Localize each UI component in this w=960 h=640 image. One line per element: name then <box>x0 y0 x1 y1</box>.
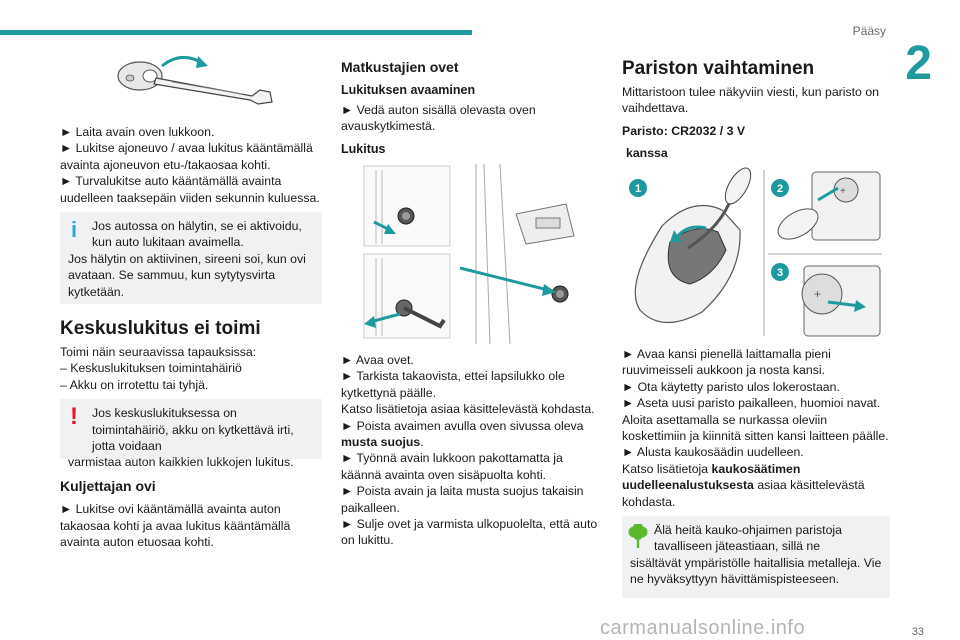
svg-text:+: + <box>814 287 822 301</box>
header-accent-bar <box>0 30 472 35</box>
step-insert-key-turn: ► Työnnä avain lukkoon pakottamatta ja käännä avainta oven sisäpuolta kohti. <box>341 451 563 482</box>
svg-text:+: + <box>840 186 846 197</box>
step-badge-1: 1 <box>634 183 642 195</box>
step-close-doors: ► Sulje ovet ja varmista ulkopuolelta, että auto on lukittu. <box>341 517 598 548</box>
step-reinitialise: ► Alusta kaukosäädin uudelleen. <box>622 445 804 460</box>
column-3-steps <box>622 346 890 598</box>
info-note-lead: Jos autossa on hälytin, se ei aktivoidu, kun auto lukitaan avaimella. <box>92 219 302 250</box>
step-lock-unlock: ► Lukitse ajoneuvo / avaa lukitus kääntämällä avainta ajoneuvon etu-/takaosaa kohti. <box>60 141 313 172</box>
reinit-term: kaukosäätimen uudelleenalustuksesta <box>622 461 801 493</box>
step-remove-battery: ► Ota käytetty paristo ulos lokerostaan. <box>622 379 840 394</box>
info-note-rest: Jos hälytin on aktiivinen, sireeni soi, kun ovi avataan. Se sammuu, kun sytytysvirta kytketään. <box>68 251 306 299</box>
column-2 <box>341 58 603 157</box>
step-see-section: Katso lisätietoja asiaa käsittelevästä kohdasta. <box>341 402 595 417</box>
unlock-title: Lukituksen avaaminen <box>341 83 476 97</box>
step-remove-cover: ► Poista avaimen avulla oven sivussa oleva musta suojus. <box>341 418 584 450</box>
step-insert-battery: ► Aseta uusi paristo paikalleen, huomioi navat. Aloita asettamalla se nurkassa oleviin koskettimiin ja kiinnitä sitten kansi laitteen päälle. <box>622 396 889 444</box>
step-badge-2: 2 <box>776 183 784 195</box>
lock-title: Lukitus <box>341 141 386 156</box>
battery-label: Paristo: CR2032 / 3 V <box>622 123 746 138</box>
key-in-lock-illustration <box>112 52 282 112</box>
environment-note <box>622 516 890 598</box>
column-1 <box>60 124 322 550</box>
info-icon: i <box>70 217 78 243</box>
passenger-doors-title: Matkustajien ovet <box>341 59 459 75</box>
driver-door-title: Kuljettajan ovi <box>60 478 156 495</box>
chapter-number: 2 <box>905 37 932 90</box>
warning-note-lead: Jos keskuslukituksessa on toimintahäiriö, akku on kytkettävä irti, jotta voidaan <box>92 406 294 454</box>
battery-intro: Mittaristoon tulee näkyviin viesti, kun paristo on vaihdettava. <box>622 85 879 116</box>
column-2-steps <box>341 352 603 549</box>
with-label: kanssa <box>626 146 668 161</box>
section-label: Pääsy <box>852 24 886 38</box>
step-insert-key: ► Laita avain oven lukkoon. <box>60 125 215 139</box>
info-note <box>60 212 322 304</box>
step-refit-cover: ► Poista avain ja laita musta suojus takaisin paikalleen. <box>341 484 584 515</box>
step-badge-3: 3 <box>776 267 784 279</box>
battery-change-title: Pariston vaihtaminen <box>622 58 815 79</box>
warning-note <box>60 399 322 470</box>
environment-icon <box>628 524 648 550</box>
case-battery: – Akku on irrotettu tai tyhjä. <box>60 377 209 392</box>
watermark: carmanualsonline.info <box>600 617 806 639</box>
step-open-cover: ► Avaa kansi pienellä laittamalla pieni ruuvimeisseli aukkoon ja nosta kansi. <box>622 347 831 378</box>
warning-icon: ! <box>70 403 78 431</box>
section-title-central-locking: Keskuslukitus ei toimi <box>60 318 261 340</box>
unlock-text: ► Vedä auton sisällä olevasta oven avauskytkimestä. <box>341 103 536 134</box>
driver-door-text: ► Lukitse ovi kääntämällä avainta auton takaosaa kohti ja avaa lukitus kääntämällä avainta auton etuosaa kohti. <box>60 502 291 550</box>
door-lock-illustration <box>360 164 600 348</box>
step-open-doors: ► Avaa ovet. <box>341 353 414 367</box>
see-reinit-section: Katso lisätietoja kaukosäätimen uudelleenalustuksesta asiaa käsittelevästä kohdasta. <box>622 461 865 509</box>
environment-note-lead: Älä heitä kauko-ohjaimen paristoja tavalliseen jäteastiaan, sillä ne <box>654 523 842 554</box>
step-deadlock: ► Turvalukitse auto kääntämällä avainta uudelleen taaksepäin viiden sekunnin kuluessa. <box>60 174 320 205</box>
step-check-child-lock: ► Tarkista takaovista, ettei lapsilukko ole kytkettynä päälle. <box>341 369 565 400</box>
environment-note-rest: sisältävät ympäristölle haitallisia metalleja. Vie ne hyväksyttyyn hävittämispisteeseen. <box>630 555 882 587</box>
column-3 <box>622 58 888 162</box>
warning-note-rest: varmistaa auton kaikkien lukkojen lukitus. <box>68 455 294 470</box>
battery-change-illustration <box>622 166 884 342</box>
case-malfunction: – Keskuslukituksen toimintahäiriö <box>60 361 242 376</box>
black-cover-term: musta suojus <box>341 435 421 450</box>
page-number: 33 <box>911 626 924 638</box>
section-intro: Toimi näin seuraavissa tapauksissa: <box>60 345 257 360</box>
